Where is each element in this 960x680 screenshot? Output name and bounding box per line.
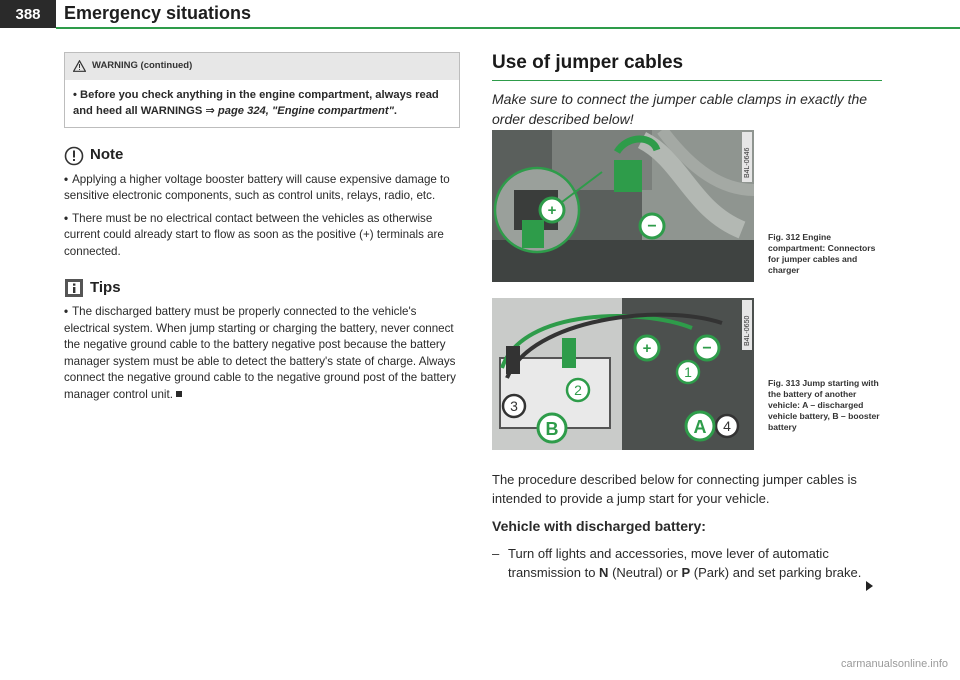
figure-313-caption: Fig. 313 Jump starting with the battery of another vehicle: A – discharged vehicle battery, B – booster battery bbox=[768, 378, 880, 432]
continued-arrow-icon bbox=[866, 581, 873, 591]
fig1-plus-label: + bbox=[547, 202, 557, 219]
fig2-label-b: B bbox=[545, 419, 559, 439]
fig2-label-4: 4 bbox=[723, 418, 731, 434]
jump-start-figure bbox=[492, 298, 754, 450]
note-bullet-2: • There must be no electrical contact between the vehicles as otherwise current could already start to flow as soon as the positive (+) terminals are connected. bbox=[64, 211, 444, 258]
section-title: Emergency situations bbox=[64, 3, 252, 23]
watermark: carmanualsonline.info bbox=[840, 658, 948, 670]
note-exclamation-icon bbox=[64, 146, 84, 166]
note-bullet-1: • Applying a higher voltage booster battery will cause expensive damage to sensitive electronic components, such as control units, relays, radio, etc. bbox=[64, 172, 450, 202]
discharged-battery-heading: Vehicle with discharged battery: bbox=[492, 518, 706, 534]
note-bullet-2-text: There must be no electrical contact between the vehicles as otherwise current could already start to flow as soon as the positive (+) terminals are connected. bbox=[64, 211, 444, 258]
note-heading bbox=[64, 146, 460, 166]
note-title: Note bbox=[90, 146, 124, 164]
main-title: Use of jumper cables bbox=[492, 52, 684, 73]
end-of-section-mark bbox=[176, 391, 182, 397]
page-number: 388 bbox=[0, 0, 56, 28]
fig2-label-3: 3 bbox=[510, 398, 518, 414]
fig2-label-2: 2 bbox=[574, 382, 582, 398]
warning-bullet: Before you check anything in the engine compartment, always read and heed all WARNINGS bbox=[73, 88, 439, 117]
header-rule bbox=[56, 27, 960, 29]
tips-bullet-1: • The discharged battery must be properly connected to the vehicle's electrical system. When jump starting or charging the battery, never connect the negative ground cable to the battery negative post because the battery manager system must be able to detect the battery's state of charge. Always connect the negative ground cable to the negative ground post of the battery manager control unit. bbox=[64, 305, 456, 401]
step-1-text-a: Turn off lights and accessories, move lever of automatic transmission to bbox=[508, 546, 829, 580]
warning-box bbox=[64, 52, 460, 128]
right-column bbox=[492, 52, 884, 129]
fig2-label-1: 1 bbox=[684, 364, 692, 380]
title-rule bbox=[492, 80, 882, 81]
tips-heading bbox=[64, 278, 460, 298]
park-gear-letter: P bbox=[681, 565, 691, 580]
note-bullet-1-text: Applying a higher voltage booster battery will cause expensive damage to sensitive electronic components, such as control units, relays, radio, etc. bbox=[64, 172, 450, 202]
left-column bbox=[64, 52, 460, 403]
fig2-minus-label: − bbox=[702, 340, 712, 357]
fig2-label-a: A bbox=[693, 417, 707, 437]
tips-info-icon bbox=[64, 278, 84, 298]
warning-header bbox=[65, 53, 459, 80]
neutral-gear-letter: N bbox=[599, 565, 609, 580]
main-subtitle: Make sure to connect the jumper cable clamps in exactly the order described below! bbox=[492, 91, 868, 127]
tips-title: Tips bbox=[90, 278, 121, 296]
tips-bullet-1-text: The discharged battery must be properly connected to the vehicle's electrical system. When jump starting or charging the battery, never connect the negative ground cable to the battery negative post because the battery manager system must be able to detect the battery's state of charge. Always connect the negative ground cable to the negative ground post of the battery manager control unit. bbox=[64, 305, 456, 401]
fig1-minus-label: − bbox=[647, 218, 657, 235]
step-1-text-b: (Neutral) or bbox=[612, 565, 678, 580]
fig1-code: B4L-0646 bbox=[744, 147, 751, 178]
engine-compartment-figure bbox=[492, 130, 754, 282]
fig2-plus-label: + bbox=[642, 340, 652, 357]
warning-text: • Before you check anything in the engine compartment, always read and heed all WARNINGS ⇒ page 324, "Engine compartment". bbox=[73, 88, 439, 117]
fig2-code: B4L-0650 bbox=[744, 315, 751, 346]
warning-label: WARNING (continued) bbox=[92, 60, 193, 71]
warning-page-link[interactable]: page 324, "Engine compartment" bbox=[217, 104, 394, 117]
step-1: – Turn off lights and accessories, move lever of automatic transmission to N (Neutral) or P (Park) and set parking brake. bbox=[492, 546, 862, 580]
warning-ref-end: . bbox=[393, 104, 397, 117]
procedure-intro: The procedure described below for connecting jumper cables is intended to provide a jump start for your vehicle. bbox=[492, 472, 857, 506]
step-1-text-c: (Park) and set parking brake. bbox=[693, 565, 862, 580]
figure-312-caption: Fig. 312 Engine compartment: Connectors for jumper cables and charger bbox=[768, 232, 876, 275]
warning-ref-arrow: ⇒ bbox=[205, 104, 215, 117]
warning-triangle-icon bbox=[73, 60, 86, 72]
